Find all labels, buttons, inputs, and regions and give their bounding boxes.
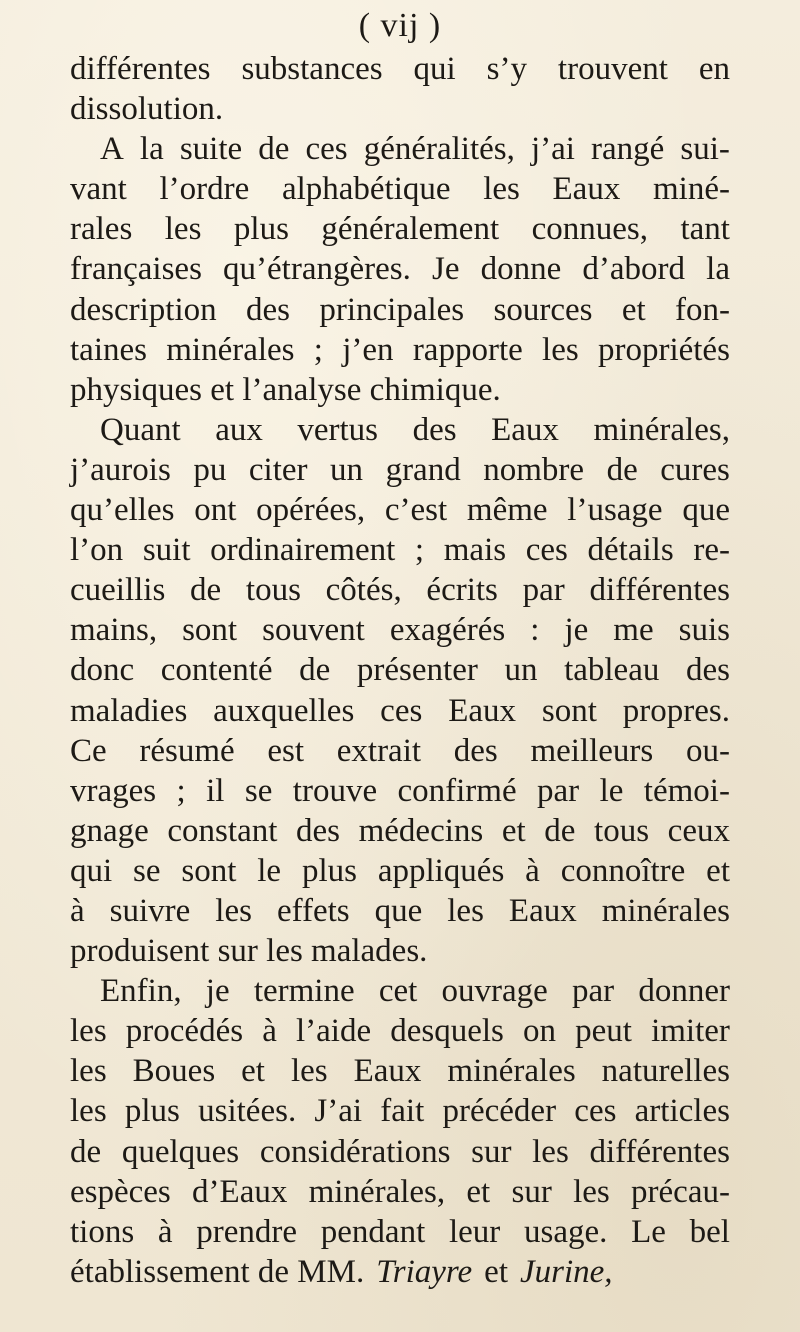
text-line: mains, sont souvent exagérés : je me suis (70, 612, 730, 649)
text-line: vrages ; il se trouve confirmé par le témoi- (70, 772, 730, 809)
name-jurine: Jurine, (520, 1253, 613, 1290)
text-line: j’aurois pu citer un grand nombre de cures (70, 451, 730, 488)
text-line: taines minérales ; j’en rapporte les propriétés (70, 331, 730, 368)
text-line: qu’elles ont opérées, c’est même l’usage que (70, 492, 730, 529)
text-line: françaises qu’étrangères. Je donne d’abord la (70, 251, 730, 288)
text-line: Ce résumé est extrait des meilleurs ou- (70, 732, 730, 769)
text-line: rales les plus généralement connues, tant (70, 211, 730, 248)
text-line: à suivre les effets que les Eaux minérales (70, 892, 730, 929)
text-line: dissolution. (70, 91, 224, 128)
text-line: A la suite de ces généralités, j’ai rangé sui- (100, 131, 730, 168)
text-line: tions à prendre pendant leur usage. Le bel (70, 1213, 730, 1250)
body-text (70, 49, 730, 1292)
text-line: de quelques considérations sur les différentes (70, 1133, 730, 1170)
text-line: Enfin, je termine cet ouvrage par donner (100, 973, 730, 1010)
text-line: donc contenté de présenter un tableau des (70, 652, 730, 689)
text-line: cueillis de tous côtés, écrits par différentes (70, 572, 730, 609)
text-line: les Boues et les Eaux minérales naturelles (70, 1053, 730, 1090)
text-line: vant l’ordre alphabétique les Eaux miné- (70, 171, 730, 208)
text-line: physiques et l’analyse chimique. (70, 371, 501, 408)
page-number: ( vij ) (358, 7, 442, 44)
text-line: Quant aux vertus des Eaux minérales, (100, 411, 730, 448)
text-line: différentes substances qui s’y trouvent en (70, 51, 730, 87)
text-line: l’on suit ordinairement ; mais ces détails re- (70, 532, 730, 569)
text-line: les plus usitées. J’ai fait précéder ces articles (70, 1093, 730, 1130)
text-line: produisent sur les malades. (70, 933, 428, 970)
text-line: les procédés à l’aide desquels on peut imiter (70, 1013, 730, 1050)
name-triayre: Triayre (376, 1253, 473, 1290)
text-line: description des principales sources et fon- (70, 291, 730, 328)
text-line: gnage constant des médecins et de tous ceux (70, 812, 730, 849)
text-line: qui se sont le plus appliqués à connoître et (70, 852, 730, 889)
text-line: espèces d’Eaux minérales, et sur les précau- (70, 1173, 730, 1210)
text-line: maladies auxquelles ces Eaux sont propres. (70, 692, 730, 729)
text-line-last: établissement de MM. Triayre et Jurine, (70, 1252, 730, 1292)
